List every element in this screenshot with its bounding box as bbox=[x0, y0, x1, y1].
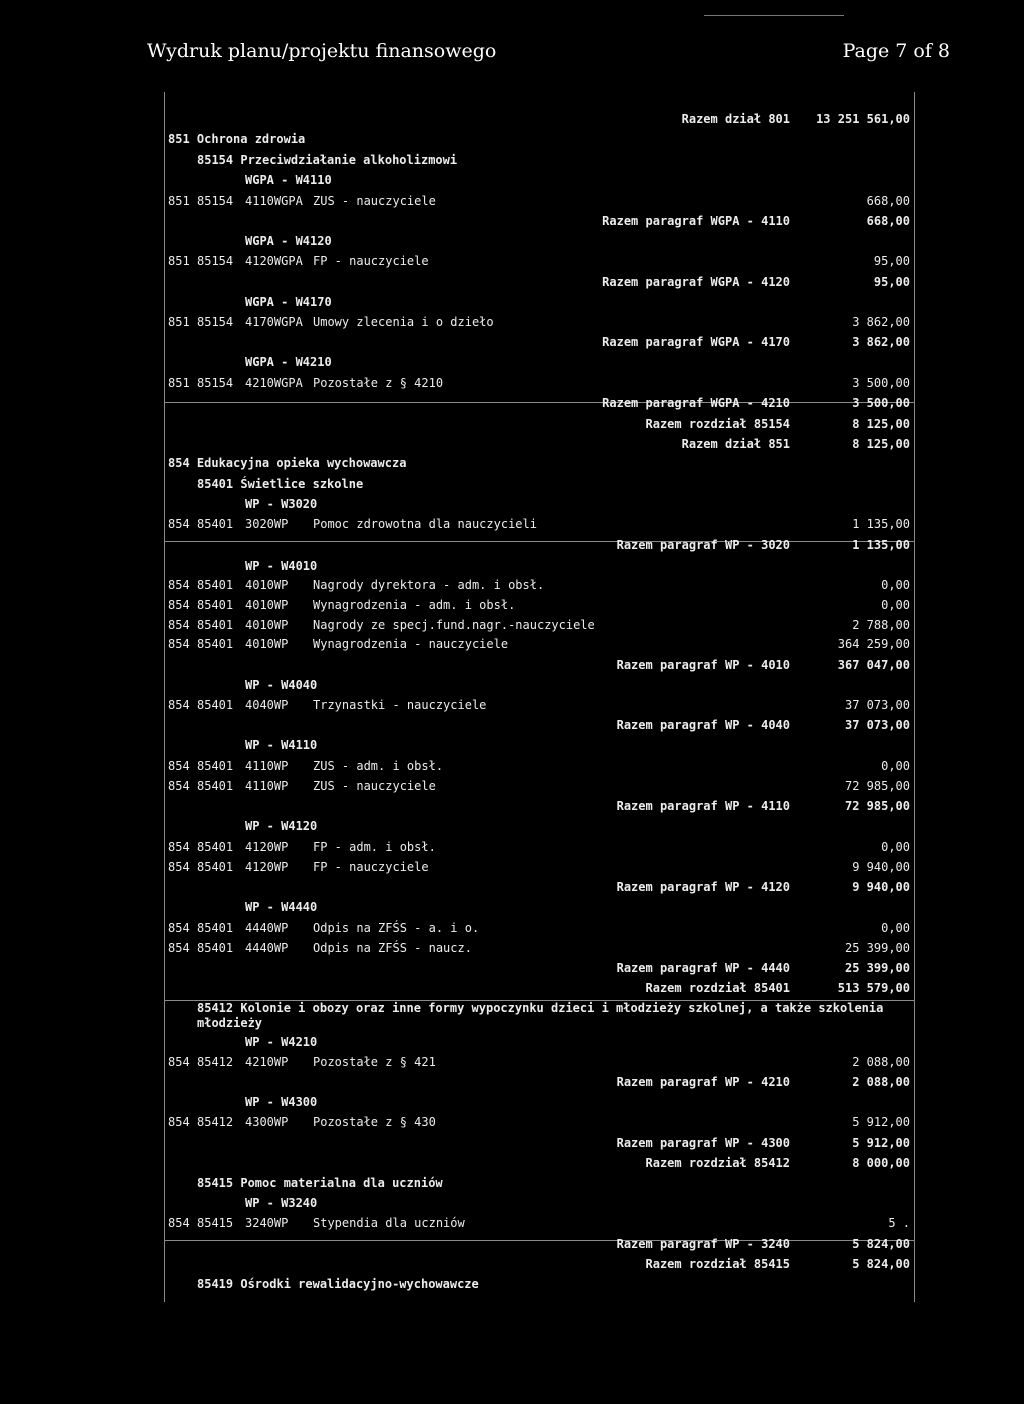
group-title: WGPA - W4210 bbox=[245, 355, 332, 369]
paragraph-group-heading bbox=[168, 675, 910, 695]
top-rule bbox=[704, 15, 844, 16]
table-left-border bbox=[164, 92, 165, 1302]
line-item-row bbox=[168, 756, 910, 776]
rozdzial-title: 85412 Kolonie i obozy oraz inne formy wypoczynku dzieci i młodzieży szkolnej, a także szkolenia bbox=[197, 1001, 884, 1015]
dzial-code: 854 bbox=[168, 698, 190, 712]
total-row bbox=[168, 393, 910, 413]
paragraph-group-heading bbox=[168, 1092, 910, 1112]
total-amount: 1 135,00 bbox=[852, 538, 910, 552]
line-item-row bbox=[168, 837, 910, 857]
total-amount: 13 251 561,00 bbox=[816, 112, 910, 126]
rozdzial-heading-continued bbox=[168, 1013, 910, 1033]
rozdzial-code: 85401 bbox=[197, 578, 234, 592]
paragraph-code: 4010WP bbox=[245, 637, 289, 651]
rozdzial-code: 85401 bbox=[197, 759, 234, 773]
total-label: Razem paragraf WP - 4110 bbox=[616, 799, 790, 813]
group-title: WP - W4010 bbox=[245, 559, 318, 573]
dzial-code: 854 bbox=[168, 759, 190, 773]
total-amount: 8 000,00 bbox=[852, 1156, 910, 1170]
rozdzial-code: 85401 bbox=[197, 840, 234, 854]
group-title: WP - W4300 bbox=[245, 1095, 318, 1109]
paragraph-code: 4210WGPA bbox=[245, 376, 303, 390]
line-item-row bbox=[168, 1052, 910, 1072]
paragraph-code: 3020WP bbox=[245, 517, 289, 531]
total-amount: 72 985,00 bbox=[844, 799, 910, 813]
paragraph-group-heading bbox=[168, 352, 910, 372]
item-description: FP - adm. i obsł. bbox=[313, 840, 436, 854]
dzial-code: 854 bbox=[168, 598, 190, 612]
total-label: Razem paragraf WGPA - 4170 bbox=[602, 335, 790, 349]
total-amount: 3 500,00 bbox=[852, 396, 910, 410]
group-title: WP - W4120 bbox=[245, 819, 318, 833]
rozdzial-heading bbox=[168, 1274, 910, 1294]
total-row bbox=[168, 434, 910, 454]
dzial-code: 851 bbox=[168, 254, 190, 268]
total-amount: 95,00 bbox=[873, 275, 910, 289]
total-label: Razem rozdział 85412 bbox=[645, 1156, 790, 1170]
item-amount: 2 088,00 bbox=[852, 1055, 910, 1069]
group-title: WGPA - W4120 bbox=[245, 234, 332, 248]
paragraph-group-heading bbox=[168, 494, 910, 514]
item-amount: 5 912,00 bbox=[852, 1115, 910, 1129]
rozdzial-code: 85415 bbox=[197, 1216, 234, 1230]
item-amount: 0,00 bbox=[881, 578, 910, 592]
rozdzial-code: 85154 bbox=[197, 376, 234, 390]
item-amount: 3 862,00 bbox=[852, 315, 910, 329]
total-amount: 9 940,00 bbox=[852, 880, 910, 894]
item-amount: 9 940,00 bbox=[852, 860, 910, 874]
paragraph-group-heading bbox=[168, 897, 910, 917]
dzial-code: 854 bbox=[168, 921, 190, 935]
line-item-row bbox=[168, 191, 910, 211]
total-row bbox=[168, 796, 910, 816]
dzial-code: 854 bbox=[168, 578, 190, 592]
group-title: WP - W4440 bbox=[245, 900, 318, 914]
rozdzial-title: 85419 Ośrodki rewalidacyjno-wychowawcze bbox=[197, 1277, 479, 1291]
total-row bbox=[168, 272, 910, 292]
item-amount: 95,00 bbox=[873, 254, 910, 268]
paragraph-code: 4120WGPA bbox=[245, 254, 303, 268]
rozdzial-heading bbox=[168, 474, 910, 494]
item-amount: 37 073,00 bbox=[844, 698, 910, 712]
line-item-row bbox=[168, 615, 910, 635]
rozdzial-code: 85401 bbox=[197, 779, 234, 793]
dzial-code: 851 bbox=[168, 315, 190, 329]
item-description: Odpis na ZFŚS - naucz. bbox=[313, 941, 472, 955]
item-amount: 0,00 bbox=[881, 598, 910, 612]
dzial-code: 854 bbox=[168, 1055, 190, 1069]
total-label: Razem paragraf WP - 4300 bbox=[616, 1136, 790, 1150]
total-row bbox=[168, 1254, 910, 1274]
dzial-code: 854 bbox=[168, 1216, 190, 1230]
total-amount: 25 399,00 bbox=[844, 961, 910, 975]
rozdzial-heading bbox=[168, 150, 910, 170]
dzial-title: 851 Ochrona zdrowia bbox=[168, 132, 306, 146]
rozdzial-title: 85401 Świetlice szkolne bbox=[197, 477, 364, 491]
group-title: WP - W4110 bbox=[245, 738, 318, 752]
total-row bbox=[168, 877, 910, 897]
total-label: Razem rozdział 85154 bbox=[645, 417, 790, 431]
dzial-code: 851 bbox=[168, 376, 190, 390]
total-row bbox=[168, 1133, 910, 1153]
dzial-heading bbox=[168, 129, 910, 149]
rozdzial-code: 85401 bbox=[197, 698, 234, 712]
item-description: Wynagrodzenia - adm. i obsł. bbox=[313, 598, 516, 612]
total-row bbox=[168, 655, 910, 675]
item-description: Pozostałe z § 4210 bbox=[313, 376, 444, 390]
paragraph-code: 4120WP bbox=[245, 860, 289, 874]
paragraph-code: 3240WP bbox=[245, 1216, 289, 1230]
rozdzial-code: 85401 bbox=[197, 637, 234, 651]
paragraph-code: 4120WP bbox=[245, 840, 289, 854]
rozdzial-code: 85401 bbox=[197, 921, 234, 935]
rozdzial-code: 85412 bbox=[197, 1055, 234, 1069]
item-description: Nagrody ze specj.fund.nagr.-nauczyciele bbox=[313, 618, 595, 632]
page-number: Page 7 of 8 bbox=[842, 40, 950, 62]
paragraph-group-heading bbox=[168, 816, 910, 836]
item-amount: 5 . bbox=[888, 1216, 910, 1230]
rozdzial-title-cont: młodzieży bbox=[197, 1016, 263, 1030]
item-amount: 2 788,00 bbox=[852, 618, 910, 632]
total-amount: 513 579,00 bbox=[837, 981, 910, 995]
line-item-row bbox=[168, 514, 910, 534]
group-title: WGPA - W4170 bbox=[245, 295, 332, 309]
item-description: Pozostałe z § 421 bbox=[313, 1055, 436, 1069]
total-amount: 668,00 bbox=[866, 214, 910, 228]
dzial-code: 854 bbox=[168, 840, 190, 854]
total-label: Razem paragraf WGPA - 4110 bbox=[602, 214, 790, 228]
rozdzial-code: 85154 bbox=[197, 254, 234, 268]
paragraph-code: 4010WP bbox=[245, 618, 289, 632]
total-label: Razem paragraf WP - 4120 bbox=[616, 880, 790, 894]
item-amount: 3 500,00 bbox=[852, 376, 910, 390]
item-description: Odpis na ZFŚS - a. i o. bbox=[313, 921, 480, 935]
total-row bbox=[168, 332, 910, 352]
total-label: Razem paragraf WP - 3240 bbox=[616, 1237, 790, 1251]
line-item-row bbox=[168, 251, 910, 271]
paragraph-code: 4010WP bbox=[245, 578, 289, 592]
rozdzial-heading bbox=[168, 1173, 910, 1193]
print-title: Wydruk planu/projektu finansowego bbox=[147, 40, 497, 62]
line-item-row bbox=[168, 575, 910, 595]
paragraph-group-heading bbox=[168, 170, 910, 190]
line-item-row bbox=[168, 857, 910, 877]
rozdzial-title: 85154 Przeciwdziałanie alkoholizmowi bbox=[197, 153, 458, 167]
dzial-code: 854 bbox=[168, 1115, 190, 1129]
table-right-border bbox=[914, 92, 915, 1302]
paragraph-group-heading bbox=[168, 735, 910, 755]
dzial-code: 854 bbox=[168, 517, 190, 531]
line-item-row bbox=[168, 938, 910, 958]
item-description: ZUS - adm. i obsł. bbox=[313, 759, 444, 773]
paragraph-code: 4110WP bbox=[245, 779, 289, 793]
line-item-row bbox=[168, 695, 910, 715]
rozdzial-code: 85401 bbox=[197, 860, 234, 874]
group-title: WP - W4040 bbox=[245, 678, 318, 692]
total-row bbox=[168, 978, 910, 998]
item-description: Stypendia dla uczniów bbox=[313, 1216, 465, 1230]
paragraph-group-heading bbox=[168, 292, 910, 312]
item-amount: 72 985,00 bbox=[844, 779, 910, 793]
total-row bbox=[168, 414, 910, 434]
item-description: Trzynastki - nauczyciele bbox=[313, 698, 487, 712]
total-amount: 5 824,00 bbox=[852, 1257, 910, 1271]
line-item-row bbox=[168, 1213, 910, 1233]
dzial-code: 854 bbox=[168, 779, 190, 793]
item-description: Pomoc zdrowotna dla nauczycieli bbox=[313, 517, 537, 531]
paragraph-code: 4110WP bbox=[245, 759, 289, 773]
group-title: WP - W3020 bbox=[245, 497, 318, 511]
line-item-row bbox=[168, 918, 910, 938]
item-description: ZUS - nauczyciele bbox=[313, 194, 436, 208]
group-title: WP - W4210 bbox=[245, 1035, 318, 1049]
line-item-row bbox=[168, 595, 910, 615]
item-description: Nagrody dyrektora - adm. i obsł. bbox=[313, 578, 545, 592]
rozdzial-code: 85401 bbox=[197, 598, 234, 612]
total-label: Razem dział 851 bbox=[681, 437, 790, 451]
item-amount: 668,00 bbox=[866, 194, 910, 208]
item-description: ZUS - nauczyciele bbox=[313, 779, 436, 793]
total-amount: 5 824,00 bbox=[852, 1237, 910, 1251]
rozdzial-code: 85401 bbox=[197, 618, 234, 632]
total-row bbox=[168, 1234, 910, 1254]
paragraph-code: 4440WP bbox=[245, 941, 289, 955]
paragraph-code: 4210WP bbox=[245, 1055, 289, 1069]
total-label: Razem rozdział 85401 bbox=[645, 981, 790, 995]
dzial-code: 854 bbox=[168, 637, 190, 651]
total-label: Razem paragraf WGPA - 4210 bbox=[602, 396, 790, 410]
paragraph-group-heading bbox=[168, 231, 910, 251]
total-row bbox=[168, 535, 910, 555]
paragraph-code: 4010WP bbox=[245, 598, 289, 612]
total-amount: 367 047,00 bbox=[837, 658, 910, 672]
total-amount: 37 073,00 bbox=[844, 718, 910, 732]
total-row bbox=[168, 1153, 910, 1173]
total-amount: 8 125,00 bbox=[852, 417, 910, 431]
rozdzial-title: 85415 Pomoc materialna dla uczniów bbox=[197, 1176, 443, 1190]
item-amount: 25 399,00 bbox=[844, 941, 910, 955]
dzial-heading bbox=[168, 453, 910, 473]
total-row bbox=[168, 109, 910, 129]
total-label: Razem paragraf WP - 4040 bbox=[616, 718, 790, 732]
dzial-code: 854 bbox=[168, 860, 190, 874]
paragraph-group-heading bbox=[168, 1193, 910, 1213]
line-item-row bbox=[168, 776, 910, 796]
line-item-row bbox=[168, 312, 910, 332]
total-amount: 3 862,00 bbox=[852, 335, 910, 349]
item-description: FP - nauczyciele bbox=[313, 254, 429, 268]
item-amount: 0,00 bbox=[881, 840, 910, 854]
rozdzial-code: 85401 bbox=[197, 941, 234, 955]
item-description: FP - nauczyciele bbox=[313, 860, 429, 874]
group-title: WP - W3240 bbox=[245, 1196, 318, 1210]
rozdzial-code: 85401 bbox=[197, 517, 234, 531]
paragraph-code: 4110WGPA bbox=[245, 194, 303, 208]
total-row bbox=[168, 715, 910, 735]
total-row bbox=[168, 211, 910, 231]
dzial-code: 854 bbox=[168, 941, 190, 955]
rozdzial-code: 85154 bbox=[197, 194, 234, 208]
item-amount: 0,00 bbox=[881, 759, 910, 773]
paragraph-code: 4040WP bbox=[245, 698, 289, 712]
total-row bbox=[168, 958, 910, 978]
paragraph-group-heading bbox=[168, 556, 910, 576]
paragraph-code: 4300WP bbox=[245, 1115, 289, 1129]
total-label: Razem paragraf WP - 4440 bbox=[616, 961, 790, 975]
group-title: WGPA - W4110 bbox=[245, 173, 332, 187]
item-description: Wynagrodzenia - nauczyciele bbox=[313, 637, 509, 651]
total-label: Razem paragraf WGPA - 4120 bbox=[602, 275, 790, 289]
item-amount: 364 259,00 bbox=[837, 637, 910, 651]
dzial-code: 851 bbox=[168, 194, 190, 208]
paragraph-group-heading bbox=[168, 1032, 910, 1052]
line-item-row bbox=[168, 1112, 910, 1132]
line-item-row bbox=[168, 373, 910, 393]
total-row bbox=[168, 1072, 910, 1092]
line-item-row bbox=[168, 634, 910, 654]
rozdzial-code: 85412 bbox=[197, 1115, 234, 1129]
total-label: Razem paragraf WP - 4010 bbox=[616, 658, 790, 672]
total-amount: 8 125,00 bbox=[852, 437, 910, 451]
paragraph-code: 4440WP bbox=[245, 921, 289, 935]
dzial-title: 854 Edukacyjna opieka wychowawcza bbox=[168, 456, 407, 470]
dzial-code: 854 bbox=[168, 618, 190, 632]
total-label: Razem paragraf WP - 4210 bbox=[616, 1075, 790, 1089]
total-label: Razem paragraf WP - 3020 bbox=[616, 538, 790, 552]
item-description: Pozostałe z § 430 bbox=[313, 1115, 436, 1129]
total-amount: 5 912,00 bbox=[852, 1136, 910, 1150]
item-description: Umowy zlecenia i o dzieło bbox=[313, 315, 494, 329]
paragraph-code: 4170WGPA bbox=[245, 315, 303, 329]
rozdzial-code: 85154 bbox=[197, 315, 234, 329]
total-label: Razem dział 801 bbox=[681, 112, 790, 126]
total-amount: 2 088,00 bbox=[852, 1075, 910, 1089]
item-amount: 1 135,00 bbox=[852, 517, 910, 531]
item-amount: 0,00 bbox=[881, 921, 910, 935]
total-label: Razem rozdział 85415 bbox=[645, 1257, 790, 1271]
